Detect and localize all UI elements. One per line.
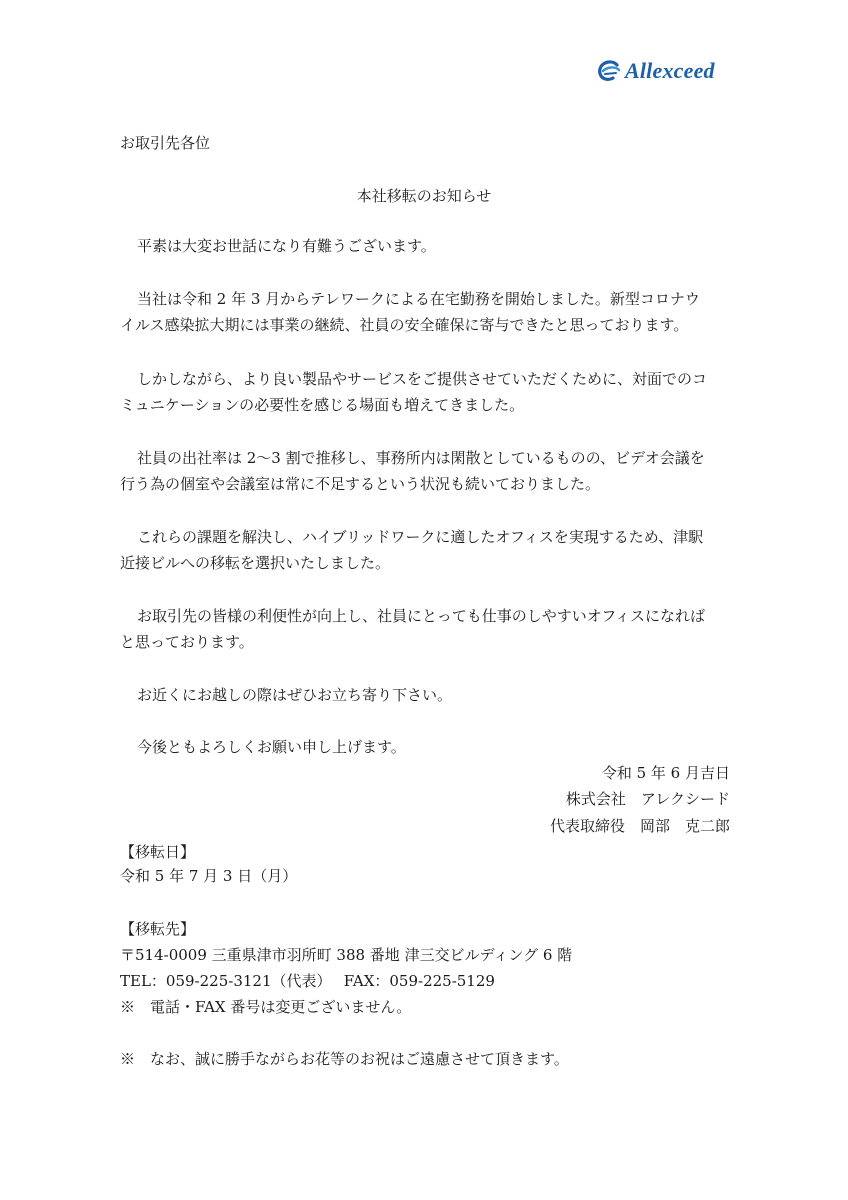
paragraph-line: イルス感染拡大期には事業の継続、社員の安全確保に寄与できたと思っております。 xyxy=(120,316,689,334)
paragraph-line: 当社は令和 2 年 3 月からテレワークによる在宅勤務を開始しました。新型コロナウ xyxy=(137,290,700,308)
paragraph-line: 社員の出社率は 2〜3 割で推移し、事務所内は閑散としているものの、ビデオ会議を xyxy=(137,449,705,467)
paragraph-line: 行う為の個室や会議室は常に不足するという状況も続いておりました。 xyxy=(120,475,601,493)
paragraph-line: お近くにお越しの際はぜひお立ち寄り下さい。 xyxy=(137,686,453,704)
paragraph-line: 平素は大変お世話になり有難うございます。 xyxy=(137,237,436,255)
moving-date-heading: 【移転日】 xyxy=(120,843,196,861)
company-logo xyxy=(596,58,715,84)
new-location-heading: 【移転先】 xyxy=(120,920,196,938)
signature-representative: 代表取締役 岡部 克二郎 xyxy=(549,817,730,835)
paragraph-line: お取引先の皆様の利便性が向上し、社員にとっても仕事のしやすいオフィスになれば xyxy=(137,607,706,625)
addressee: お取引先各位 xyxy=(120,134,211,152)
paragraph-line: これらの課題を解決し、ハイブリッドワークに適したオフィスを実現するため、津駅 xyxy=(137,528,704,546)
new-location-address: 〒514-0009 三重県津市羽所町 388 番地 津三交ビルディング 6 階 xyxy=(120,946,573,964)
paragraph-line: しかしながら、より良い製品やサービスをご提供させていただくために、対面でのコ xyxy=(137,370,708,388)
signature-company: 株式会社 アレクシード xyxy=(565,790,730,808)
paragraph-line: 近接ビルへの移転を選択いたしました。 xyxy=(120,554,391,572)
allexceed-e-logo-icon xyxy=(596,58,622,84)
signature-date: 令和 5 年 6 月吉日 xyxy=(601,764,730,782)
closing-note: ※ なお、誠に勝手ながらお花等のお祝はご遠慮させて頂きます。 xyxy=(120,1050,569,1068)
logo-text: Allexceed xyxy=(625,58,715,83)
contact-note: ※ 電話・FAX 番号は変更ございません。 xyxy=(120,998,412,1016)
paragraph-line: と思っております。 xyxy=(120,633,254,651)
moving-date-value: 令和 5 年 7 月 3 日（月） xyxy=(120,867,298,885)
contact-numbers: TEL：059-225-3121（代表） FAX：059-225-5129 xyxy=(120,972,495,990)
paragraph-line: 今後ともよろしくお願い申し上げます。 xyxy=(137,738,406,756)
document-title: 本社移転のお知らせ xyxy=(356,187,492,205)
paragraph-line: ミュニケーションの必要性を感じる場面も増えてきました。 xyxy=(120,396,525,414)
